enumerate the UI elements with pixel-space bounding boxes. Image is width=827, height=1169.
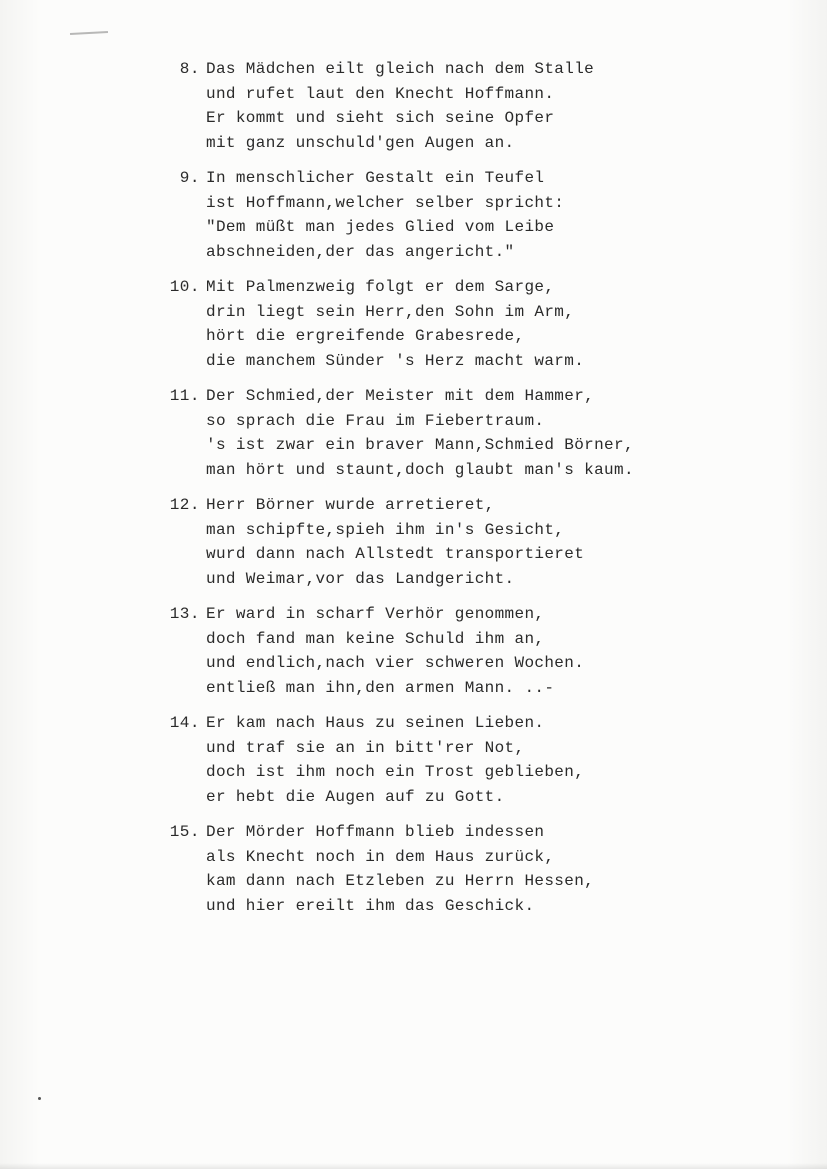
verse-12	[160, 493, 720, 602]
verse-line: und Weimar,vor das Landgericht.	[206, 569, 515, 588]
verse-text	[206, 166, 706, 264]
verse-14	[160, 711, 720, 820]
verse-line: als Knecht noch in dem Haus zurück,	[206, 847, 555, 866]
verse-number: 8.	[179, 60, 200, 78]
verse-11	[160, 384, 720, 493]
verse-line: In menschlicher Gestalt ein Teufel	[206, 169, 545, 187]
verse-line: und traf sie an in bitt'rer Not,	[206, 738, 525, 757]
verse-number: 10.	[169, 278, 200, 296]
verse-line: Der Schmied,der Meister mit dem Hammer,	[206, 387, 595, 405]
edge-dot	[38, 1097, 41, 1100]
verse-line: man hört und staunt,doch glaubt man's kaum.	[206, 460, 634, 479]
verse-line: ist Hoffmann,welcher selber spricht:	[206, 193, 565, 212]
verse-line: und endlich,nach vier schweren Wochen.	[206, 654, 585, 672]
verse-line: doch ist ihm noch ein Trost geblieben,	[206, 763, 585, 781]
verse-number: 14.	[169, 714, 200, 732]
verse-line: 's ist zwar ein braver Mann,Schmied Börner,	[206, 436, 634, 454]
verse-line: kam dann nach Etzleben zu Herrn Hessen,	[206, 872, 595, 890]
verse-text	[206, 384, 706, 482]
verse-list	[160, 57, 720, 929]
verse-13	[160, 602, 720, 711]
verse-line: "Dem müßt man jedes Glied vom Leibe	[206, 218, 555, 236]
page-edge-shadow	[0, 1163, 827, 1169]
verse-text	[206, 493, 706, 591]
verse-text	[206, 275, 706, 373]
verse-text	[206, 57, 706, 155]
verse-10	[160, 275, 720, 384]
verse-number: 9.	[179, 169, 200, 187]
verse-text	[206, 602, 706, 700]
verse-8	[160, 57, 720, 166]
verse-line: mit ganz unschuld'gen Augen an.	[206, 133, 515, 152]
verse-line: Das Mädchen eilt gleich nach dem Stalle	[206, 60, 595, 78]
verse-number: 12.	[169, 496, 200, 514]
verse-line: Herr Börner wurde arretieret,	[206, 496, 495, 514]
verse-number: 11.	[169, 387, 200, 405]
verse-line: Der Mörder Hoffmann blieb indessen	[206, 823, 545, 841]
verse-line: die manchem Sünder 's Herz macht warm.	[206, 351, 585, 370]
verse-line: entließ man ihn,den armen Mann. ..-	[206, 678, 555, 697]
verse-text	[206, 820, 706, 918]
verse-line: und hier ereilt ihm das Geschick.	[206, 896, 535, 915]
verse-15	[160, 820, 720, 929]
verse-number: 13.	[169, 605, 200, 623]
verse-line: wurd dann nach Allstedt transportieret	[206, 545, 585, 563]
pencil-mark	[70, 31, 108, 35]
verse-line: hört die ergreifende Grabesrede,	[206, 327, 525, 345]
verse-text	[206, 711, 706, 809]
verse-line: er hebt die Augen auf zu Gott.	[206, 787, 505, 806]
verse-line: Er kommt und sieht sich seine Opfer	[206, 109, 555, 127]
verse-9	[160, 166, 720, 275]
verse-line: man schipfte,spieh ihm in's Gesicht,	[206, 520, 565, 539]
verse-line: und rufet laut den Knecht Hoffmann.	[206, 84, 555, 103]
verse-line: drin liegt sein Herr,den Sohn im Arm,	[206, 302, 575, 321]
verse-line: Er ward in scharf Verhör genommen,	[206, 605, 545, 623]
verse-line: so sprach die Frau im Fiebertraum.	[206, 411, 545, 430]
verse-number: 15.	[169, 823, 200, 841]
verse-line: Mit Palmenzweig folgt er dem Sarge,	[206, 278, 555, 296]
verse-line: Er kam nach Haus zu seinen Lieben.	[206, 714, 545, 732]
verse-line: doch fand man keine Schuld ihm an,	[206, 629, 545, 648]
verse-line: abschneiden,der das angericht."	[206, 242, 515, 261]
